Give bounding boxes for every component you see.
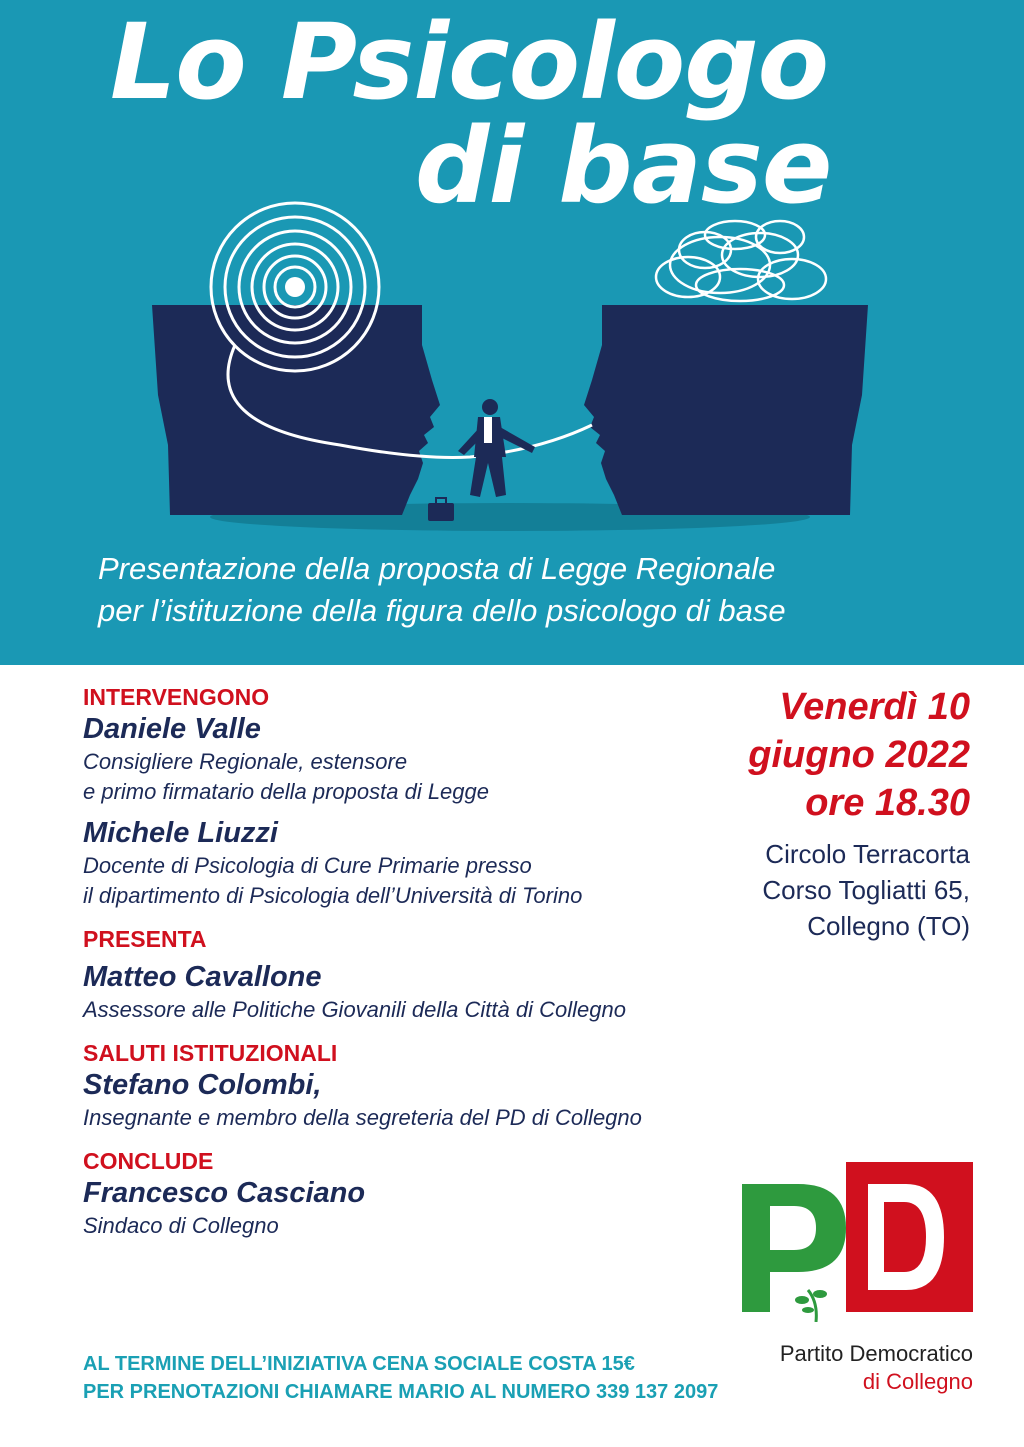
section-heading-presenta: PRESENTA: [83, 926, 207, 952]
speaker-name: Daniele Valle: [83, 713, 261, 745]
event-date-line-2: giugno 2022: [748, 734, 970, 776]
conclude-section: [83, 1147, 723, 1241]
saluti-role: Insegnante e membro della segreteria del PD di Collegno: [83, 1105, 642, 1130]
presenta-section: [83, 925, 723, 1025]
section-heading-conclude: CONCLUDE: [83, 1148, 214, 1174]
footer-info: [83, 1350, 718, 1406]
speaker-role: e primo firmatario della proposta di Legge: [83, 779, 490, 804]
pd-logo-caption: [728, 1340, 973, 1396]
hero-banner: [0, 0, 1024, 665]
event-time: ore 18.30: [805, 782, 970, 824]
speaker-role: Consigliere Regionale, estensore: [83, 749, 408, 774]
heads-illustration: [140, 195, 880, 535]
speaker-role: il dipartimento di Psicologia dell’Università di Torino: [83, 883, 583, 908]
venue-line-2: Corso Togliatti 65,: [762, 875, 970, 905]
footer-line-1: AL TERMINE DELL’INIZIATIVA CENA SOCIALE COSTA 15€: [83, 1353, 635, 1375]
section-heading-intervengono: INTERVENGONO: [83, 684, 270, 710]
pd-logo-city: di Collegno: [862, 1369, 973, 1394]
saluti-name: Stefano Colombi,: [83, 1069, 322, 1101]
pd-logo-party-name: Partito Democratico: [779, 1341, 973, 1366]
subtitle-line-2: per l’istituzione della figura dello psicologo di base: [98, 593, 786, 628]
title-line-2: di base: [415, 105, 832, 227]
intervengono-section: [83, 683, 723, 911]
program-column: [83, 683, 723, 1255]
venue-line-1: Circolo Terracorta: [765, 839, 970, 869]
speaker-name: Michele Liuzzi: [83, 817, 278, 849]
conclude-name: Francesco Casciano: [83, 1177, 366, 1209]
event-venue: [762, 836, 970, 944]
event-datetime: [748, 683, 970, 827]
title-line-1: Lo Psicologo: [110, 1, 829, 123]
pd-logo: [728, 1162, 973, 1322]
event-date-line-1: Venerdì 10: [779, 686, 970, 728]
footer-line-2: PER PRENOTAZIONI CHIAMARE MARIO AL NUMERO 339 137 2097: [83, 1381, 719, 1403]
presenter-name: Matteo Cavallone: [83, 961, 322, 993]
speaker-role: Docente di Psicologia di Cure Primarie presso: [83, 853, 532, 878]
poster-subtitle: [98, 548, 786, 632]
saluti-section: [83, 1039, 723, 1133]
subtitle-line-1: Presentazione della proposta di Legge Regionale: [98, 551, 776, 586]
venue-line-3: Collegno (TO): [807, 911, 970, 941]
poster-title: [110, 1, 832, 227]
conclude-role: Sindaco di Collegno: [83, 1213, 279, 1238]
presenter-role: Assessore alle Politiche Giovanili della Città di Collegno: [83, 997, 626, 1022]
section-heading-saluti: SALUTI ISTITUZIONALI: [83, 1040, 338, 1066]
